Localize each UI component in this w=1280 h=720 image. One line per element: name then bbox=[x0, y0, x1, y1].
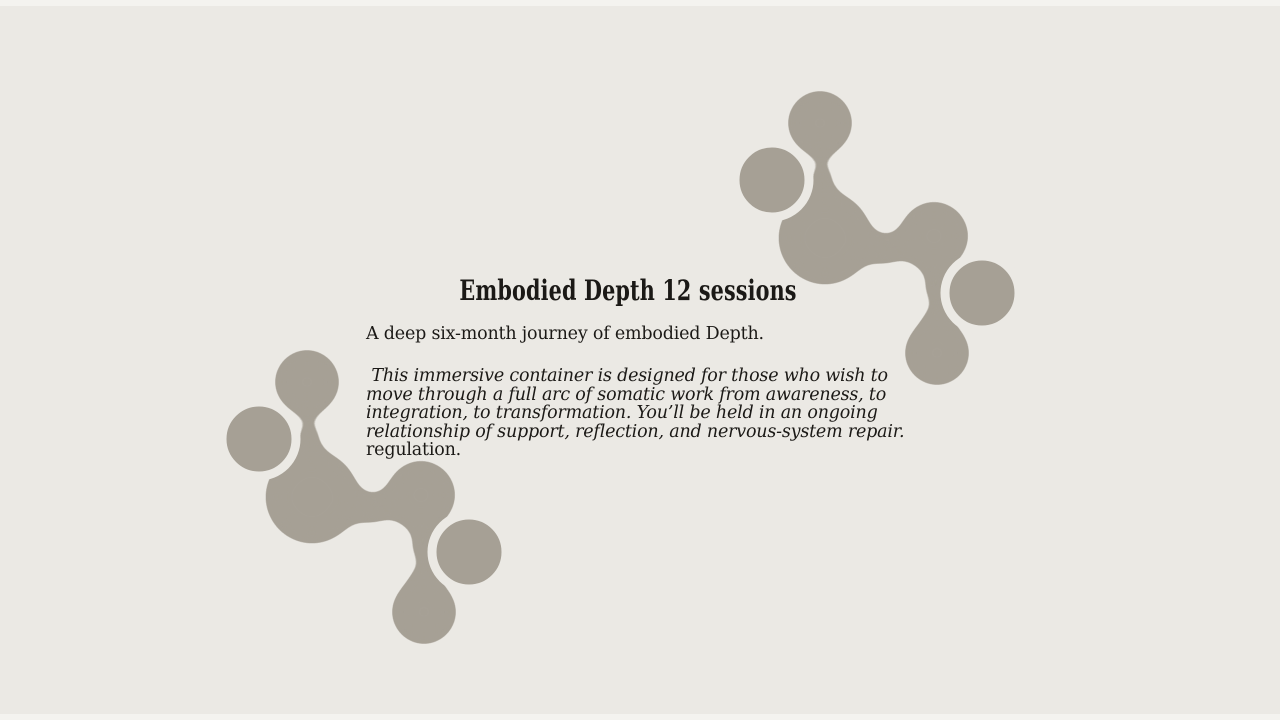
letterbox-bottom bbox=[0, 714, 1280, 720]
body-paragraph bbox=[366, 366, 905, 461]
intro-text: A deep six-month journey of embodied Depth. bbox=[366, 324, 764, 344]
body-tail-text: regulation. bbox=[366, 440, 462, 461]
letterbox-top bbox=[0, 0, 1280, 6]
body-italic-line: move through a full arc of somatic work from awareness, to bbox=[366, 384, 887, 405]
body-italic-line: This immersive container is designed for those who wish to bbox=[366, 366, 888, 387]
text-block bbox=[366, 274, 905, 461]
body-italic-line: integration, to transformation. You’ll be held in an ongoing bbox=[366, 403, 878, 424]
page-title: Embodied Depth 12 sessions bbox=[459, 274, 797, 307]
body-italic-line: relationship of support, reflection, and nervous-system repair. bbox=[366, 421, 905, 442]
